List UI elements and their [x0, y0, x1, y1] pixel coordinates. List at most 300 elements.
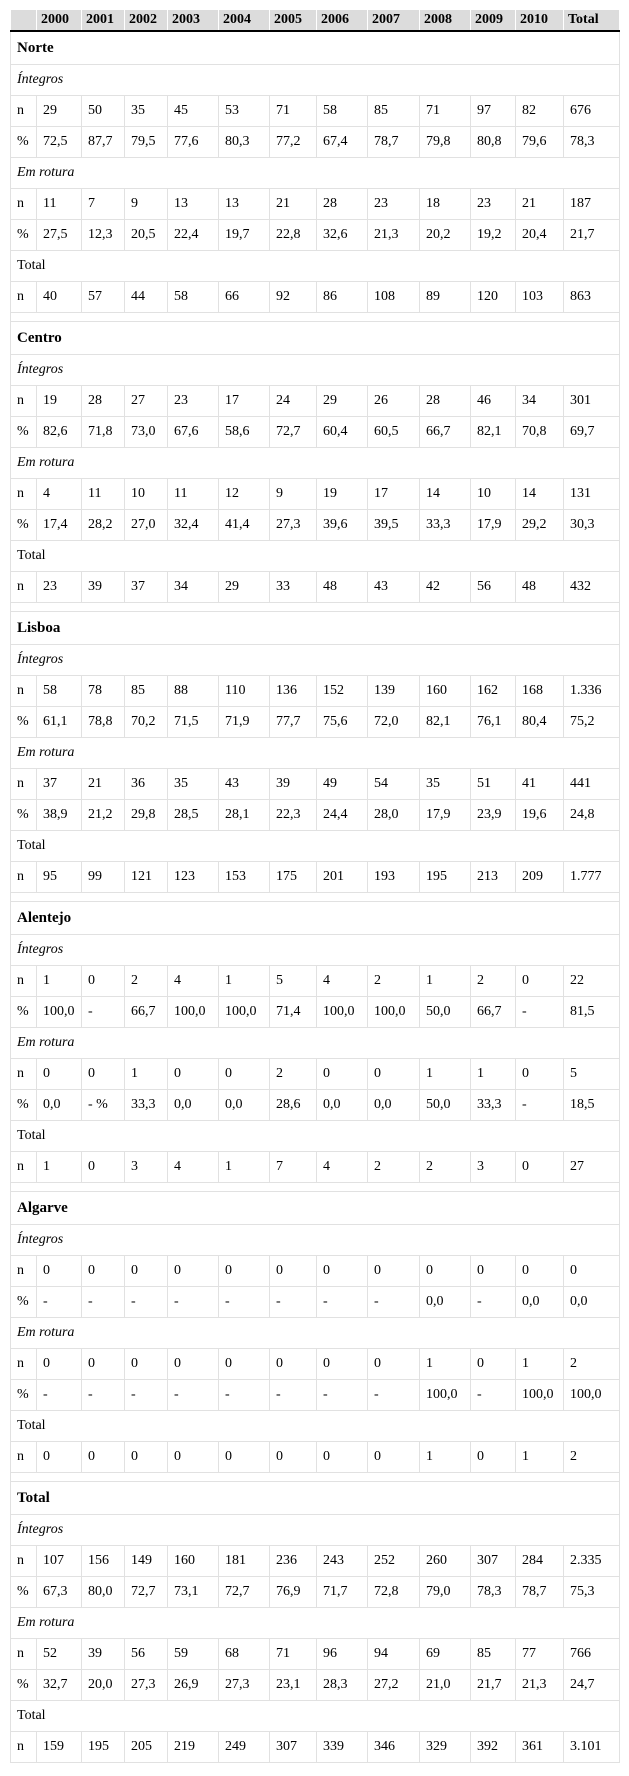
table-cell: 361	[516, 1732, 564, 1763]
table-cell: 3.101	[564, 1732, 620, 1763]
row-label: n	[11, 1442, 37, 1473]
table-cell: 1	[516, 1349, 564, 1380]
total-row	[11, 1442, 620, 1473]
group-label: Íntegros	[11, 65, 620, 96]
table-cell: 13	[168, 189, 219, 220]
table-cell: 159	[37, 1732, 82, 1763]
table-cell: 0	[368, 1349, 420, 1380]
header-row	[11, 10, 620, 31]
table-cell: 58,6	[219, 417, 270, 448]
row-label: n	[11, 1639, 37, 1670]
table-cell: 29	[317, 386, 368, 417]
row-label: n	[11, 386, 37, 417]
table-cell: 1.336	[564, 676, 620, 707]
table-cell: 0	[219, 1442, 270, 1473]
table-cell: 95	[37, 862, 82, 893]
spacer-row	[11, 1183, 620, 1192]
table-cell: 2	[368, 966, 420, 997]
table-cell: 66	[219, 282, 270, 313]
table-cell: 27,5	[37, 220, 82, 251]
column-header: 2004	[219, 10, 270, 31]
table-row	[11, 707, 620, 738]
table-cell: 0	[317, 1256, 368, 1287]
table-cell: 53	[219, 96, 270, 127]
table-cell: -	[168, 1380, 219, 1411]
table-cell: 1	[125, 1059, 168, 1090]
table-row	[11, 1256, 620, 1287]
table-cell: 301	[564, 386, 620, 417]
table-cell: 22,3	[270, 800, 317, 831]
table-cell: 1	[219, 966, 270, 997]
table-row	[11, 96, 620, 127]
table-row	[11, 1090, 620, 1121]
row-label: n	[11, 1732, 37, 1763]
region-row	[11, 1482, 620, 1515]
region-name: Norte	[11, 31, 620, 65]
total-label: Total	[11, 1121, 620, 1152]
table-cell: 21,0	[420, 1670, 471, 1701]
table-cell: 0,0	[516, 1287, 564, 1318]
group-label: Íntegros	[11, 645, 620, 676]
table-cell: 32,7	[37, 1670, 82, 1701]
table-cell: 1	[420, 1059, 471, 1090]
table-cell: 209	[516, 862, 564, 893]
table-row	[11, 769, 620, 800]
spacer-row	[11, 1473, 620, 1482]
table-cell: 49	[317, 769, 368, 800]
table-cell: 86	[317, 282, 368, 313]
table-cell: 100,0	[564, 1380, 620, 1411]
table-cell: 66,7	[471, 997, 516, 1028]
spacer-cell	[11, 893, 620, 902]
table-cell: 20,0	[82, 1670, 125, 1701]
table-cell: 72,7	[219, 1577, 270, 1608]
group-row	[11, 65, 620, 96]
table-cell: 75,6	[317, 707, 368, 738]
data-table	[10, 10, 620, 1763]
region-name: Centro	[11, 322, 620, 355]
table-cell: 17	[219, 386, 270, 417]
table-cell: 201	[317, 862, 368, 893]
row-label: n	[11, 282, 37, 313]
table-cell: 19	[317, 479, 368, 510]
table-cell: 4	[317, 1152, 368, 1183]
table-cell: 1	[471, 1059, 516, 1090]
table-cell: 23	[37, 572, 82, 603]
group-row	[11, 1318, 620, 1349]
table-row	[11, 1287, 620, 1318]
total-label-row	[11, 541, 620, 572]
table-cell: 1	[37, 966, 82, 997]
table-cell: 56	[125, 1639, 168, 1670]
row-label: %	[11, 510, 37, 541]
table-cell: 23,1	[270, 1670, 317, 1701]
table-cell: 28,2	[82, 510, 125, 541]
table-cell: 89	[420, 282, 471, 313]
table-cell: -	[317, 1380, 368, 1411]
table-cell: 0	[368, 1442, 420, 1473]
table-cell: 27	[564, 1152, 620, 1183]
table-cell: 69,7	[564, 417, 620, 448]
table-cell: 676	[564, 96, 620, 127]
table-cell: 27,3	[219, 1670, 270, 1701]
table-cell: 0	[420, 1256, 471, 1287]
row-label: n	[11, 769, 37, 800]
group-row	[11, 1225, 620, 1256]
table-cell: 0	[82, 1059, 125, 1090]
table-cell: 21,3	[368, 220, 420, 251]
table-cell: 37	[125, 572, 168, 603]
table-container	[10, 10, 619, 1763]
column-header: 2005	[270, 10, 317, 31]
group-row	[11, 448, 620, 479]
table-cell: 23,9	[471, 800, 516, 831]
table-cell: - %	[82, 1090, 125, 1121]
table-cell: 0	[125, 1442, 168, 1473]
table-cell: 72,5	[37, 127, 82, 158]
table-cell: 0,0	[368, 1090, 420, 1121]
table-cell: 4	[168, 1152, 219, 1183]
row-label: n	[11, 862, 37, 893]
table-cell: 12	[219, 479, 270, 510]
table-cell: 5	[564, 1059, 620, 1090]
table-cell: 0	[471, 1442, 516, 1473]
table-cell: 23	[368, 189, 420, 220]
table-cell: 156	[82, 1546, 125, 1577]
table-cell: 0	[564, 1256, 620, 1287]
table-cell: 21,7	[564, 220, 620, 251]
table-cell: 2	[270, 1059, 317, 1090]
table-cell: 35	[125, 96, 168, 127]
table-cell: 50,0	[420, 997, 471, 1028]
table-cell: 195	[82, 1732, 125, 1763]
table-cell: 0	[270, 1256, 317, 1287]
group-row	[11, 935, 620, 966]
table-cell: 9	[270, 479, 317, 510]
table-cell: 0	[125, 1349, 168, 1380]
table-cell: 88	[168, 676, 219, 707]
table-cell: 175	[270, 862, 317, 893]
table-cell: 20,4	[516, 220, 564, 251]
table-cell: 58	[37, 676, 82, 707]
table-cell: 82	[516, 96, 564, 127]
row-label: %	[11, 1380, 37, 1411]
table-cell: 0	[82, 1256, 125, 1287]
table-cell: 249	[219, 1732, 270, 1763]
table-cell: 85	[125, 676, 168, 707]
table-row	[11, 1639, 620, 1670]
table-cell: 14	[420, 479, 471, 510]
column-header: 2007	[368, 10, 420, 31]
table-cell: 50,0	[420, 1090, 471, 1121]
table-cell: 0	[168, 1349, 219, 1380]
table-cell: 7	[270, 1152, 317, 1183]
table-cell: 392	[471, 1732, 516, 1763]
column-header: 2001	[82, 10, 125, 31]
table-cell: -	[82, 1380, 125, 1411]
table-cell: 46	[471, 386, 516, 417]
table-cell: 76,1	[471, 707, 516, 738]
table-cell: 110	[219, 676, 270, 707]
group-label: Íntegros	[11, 355, 620, 386]
table-cell: 60,5	[368, 417, 420, 448]
table-cell: 13	[219, 189, 270, 220]
table-cell: 1.777	[564, 862, 620, 893]
table-cell: 23	[471, 189, 516, 220]
table-cell: 0,0	[317, 1090, 368, 1121]
table-cell: -	[125, 1287, 168, 1318]
table-cell: 0	[516, 1256, 564, 1287]
table-cell: 78,7	[516, 1577, 564, 1608]
table-cell: 17,4	[37, 510, 82, 541]
total-row	[11, 572, 620, 603]
table-cell: 58	[168, 282, 219, 313]
table-cell: 120	[471, 282, 516, 313]
total-label-row	[11, 251, 620, 282]
row-label: n	[11, 189, 37, 220]
column-header: 2000	[37, 10, 82, 31]
table-cell: 29	[37, 96, 82, 127]
table-row	[11, 1059, 620, 1090]
table-cell: 82,1	[420, 707, 471, 738]
table-cell: 39	[270, 769, 317, 800]
table-cell: 0	[368, 1059, 420, 1090]
table-cell: 107	[37, 1546, 82, 1577]
table-cell: 28,6	[270, 1090, 317, 1121]
row-label: %	[11, 997, 37, 1028]
table-cell: 2	[564, 1349, 620, 1380]
column-header: 2002	[125, 10, 168, 31]
table-cell: 2.335	[564, 1546, 620, 1577]
table-cell: 37	[37, 769, 82, 800]
table-cell: 29	[219, 572, 270, 603]
table-cell: 181	[219, 1546, 270, 1577]
table-cell: 123	[168, 862, 219, 893]
table-cell: 27	[125, 386, 168, 417]
table-cell: 77,6	[168, 127, 219, 158]
table-cell: 0	[37, 1256, 82, 1287]
column-header: 2006	[317, 10, 368, 31]
table-cell: 139	[368, 676, 420, 707]
group-label: Em rotura	[11, 158, 620, 189]
row-label: %	[11, 127, 37, 158]
table-cell: 100,0	[219, 997, 270, 1028]
table-cell: 9	[125, 189, 168, 220]
table-cell: 71,7	[317, 1577, 368, 1608]
table-row	[11, 417, 620, 448]
row-label: %	[11, 417, 37, 448]
table-cell: 0	[82, 1349, 125, 1380]
table-cell: 0	[168, 1059, 219, 1090]
table-cell: 0,0	[37, 1090, 82, 1121]
group-label: Íntegros	[11, 1515, 620, 1546]
table-row	[11, 800, 620, 831]
table-row	[11, 386, 620, 417]
table-cell: 78	[82, 676, 125, 707]
table-cell: 48	[317, 572, 368, 603]
table-cell: 78,3	[564, 127, 620, 158]
table-cell: 0,0	[219, 1090, 270, 1121]
table-cell: 17	[368, 479, 420, 510]
table-cell: 24,4	[317, 800, 368, 831]
table-body	[11, 31, 620, 1763]
table-cell: 24	[270, 386, 317, 417]
row-label: n	[11, 1059, 37, 1090]
table-cell: 79,8	[420, 127, 471, 158]
table-cell: 71,4	[270, 997, 317, 1028]
table-row	[11, 1380, 620, 1411]
table-cell: 80,3	[219, 127, 270, 158]
table-row	[11, 510, 620, 541]
table-row	[11, 127, 620, 158]
group-row	[11, 355, 620, 386]
table-cell: 19	[37, 386, 82, 417]
table-cell: 21,3	[516, 1670, 564, 1701]
table-cell: 72,7	[270, 417, 317, 448]
table-cell: 32,4	[168, 510, 219, 541]
table-cell: 23	[168, 386, 219, 417]
table-cell: -	[516, 997, 564, 1028]
table-cell: 0	[471, 1349, 516, 1380]
table-cell: 11	[37, 189, 82, 220]
table-cell: 11	[82, 479, 125, 510]
row-label: n	[11, 479, 37, 510]
table-cell: 73,0	[125, 417, 168, 448]
table-cell: 0	[82, 1152, 125, 1183]
table-cell: 80,8	[471, 127, 516, 158]
table-cell: 73,1	[168, 1577, 219, 1608]
table-cell: 100,0	[37, 997, 82, 1028]
table-cell: 18,5	[564, 1090, 620, 1121]
table-cell: 3	[471, 1152, 516, 1183]
table-cell: 1	[219, 1152, 270, 1183]
table-cell: 44	[125, 282, 168, 313]
table-cell: 236	[270, 1546, 317, 1577]
table-cell: 43	[368, 572, 420, 603]
table-cell: 346	[368, 1732, 420, 1763]
table-cell: 0	[219, 1349, 270, 1380]
table-cell: 20,2	[420, 220, 471, 251]
table-cell: 26,9	[168, 1670, 219, 1701]
table-cell: 149	[125, 1546, 168, 1577]
table-cell: 66,7	[125, 997, 168, 1028]
group-row	[11, 1608, 620, 1639]
table-cell: 78,8	[82, 707, 125, 738]
total-row	[11, 1152, 620, 1183]
table-cell: 0	[471, 1256, 516, 1287]
row-label: n	[11, 1152, 37, 1183]
table-cell: 96	[317, 1639, 368, 1670]
row-label: n	[11, 1256, 37, 1287]
table-cell: 68	[219, 1639, 270, 1670]
table-cell: -	[516, 1090, 564, 1121]
table-cell: 307	[270, 1732, 317, 1763]
group-row	[11, 1515, 620, 1546]
table-cell: 75,2	[564, 707, 620, 738]
group-label: Em rotura	[11, 448, 620, 479]
table-cell: 76,9	[270, 1577, 317, 1608]
table-cell: 28,0	[368, 800, 420, 831]
table-cell: 20,5	[125, 220, 168, 251]
table-cell: 12,3	[82, 220, 125, 251]
table-cell: -	[168, 1287, 219, 1318]
table-cell: 70,8	[516, 417, 564, 448]
table-cell: 100,0	[420, 1380, 471, 1411]
table-cell: 0	[219, 1256, 270, 1287]
total-label-row	[11, 831, 620, 862]
table-cell: 18	[420, 189, 471, 220]
table-cell: 19,2	[471, 220, 516, 251]
table-cell: 153	[219, 862, 270, 893]
total-label: Total	[11, 1411, 620, 1442]
table-cell: 45	[168, 96, 219, 127]
table-cell: 21,7	[471, 1670, 516, 1701]
spacer-row	[11, 313, 620, 322]
row-label: n	[11, 96, 37, 127]
total-label: Total	[11, 831, 620, 862]
row-label: %	[11, 800, 37, 831]
row-label: %	[11, 1090, 37, 1121]
table-cell: 29,2	[516, 510, 564, 541]
table-cell: 19,6	[516, 800, 564, 831]
table-row	[11, 220, 620, 251]
table-cell: 28	[82, 386, 125, 417]
table-cell: 21	[516, 189, 564, 220]
group-label: Em rotura	[11, 738, 620, 769]
column-header: 2003	[168, 10, 219, 31]
total-row	[11, 282, 620, 313]
table-cell: 41	[516, 769, 564, 800]
region-name: Alentejo	[11, 902, 620, 935]
table-cell: 11	[168, 479, 219, 510]
table-cell: 30,3	[564, 510, 620, 541]
table-cell: 41,4	[219, 510, 270, 541]
table-cell: 0,0	[564, 1287, 620, 1318]
table-cell: 77,2	[270, 127, 317, 158]
total-label: Total	[11, 1701, 620, 1732]
table-cell: 100,0	[168, 997, 219, 1028]
table-cell: 29,8	[125, 800, 168, 831]
region-name: Total	[11, 1482, 620, 1515]
table-cell: -	[368, 1380, 420, 1411]
spacer-cell	[11, 313, 620, 322]
table-cell: 432	[564, 572, 620, 603]
table-cell: 28	[317, 189, 368, 220]
table-cell: 100,0	[368, 997, 420, 1028]
group-label: Íntegros	[11, 935, 620, 966]
table-cell: 40	[37, 282, 82, 313]
spacer-row	[11, 893, 620, 902]
table-cell: 52	[37, 1639, 82, 1670]
row-label: n	[11, 1546, 37, 1577]
table-cell: 72,8	[368, 1577, 420, 1608]
table-cell: 28,1	[219, 800, 270, 831]
table-cell: 71,8	[82, 417, 125, 448]
table-cell: 0	[516, 966, 564, 997]
row-label: %	[11, 1670, 37, 1701]
table-cell: 0	[82, 1442, 125, 1473]
row-label: %	[11, 220, 37, 251]
column-header	[11, 10, 37, 31]
column-header: 2009	[471, 10, 516, 31]
table-cell: 28,5	[168, 800, 219, 831]
table-row	[11, 189, 620, 220]
group-label: Em rotura	[11, 1608, 620, 1639]
table-cell: -	[270, 1380, 317, 1411]
table-cell: 3	[125, 1152, 168, 1183]
table-cell: 27,0	[125, 510, 168, 541]
table-cell: 205	[125, 1732, 168, 1763]
